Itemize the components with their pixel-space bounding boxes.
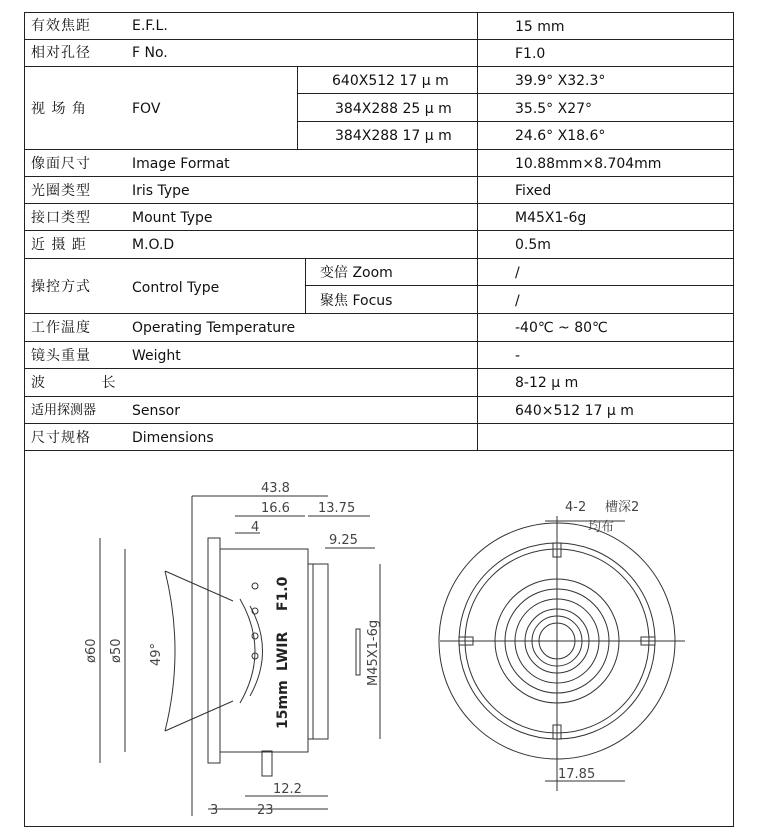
- iris-en: Iris Type: [132, 183, 190, 199]
- focus-value: /: [515, 293, 520, 309]
- dim-c: 4: [251, 520, 260, 535]
- label-fno: F1.0: [275, 576, 291, 611]
- dim-front: 17.85: [558, 767, 596, 782]
- fov-en: FOV: [132, 101, 161, 117]
- fov-sensor-3: 384X288 17 µ m: [335, 128, 452, 144]
- note-count: 4-2: [565, 500, 587, 515]
- temp-en: Operating Temperature: [132, 320, 296, 336]
- dim-a: 16.6: [261, 501, 290, 516]
- weight-value: -: [515, 348, 521, 364]
- sensor-cn: 适用探测器: [31, 403, 97, 418]
- label-type: LWIR: [275, 631, 291, 671]
- fov-cn: 视 场 角: [31, 101, 87, 117]
- dim-bottom-b: 23: [257, 803, 274, 818]
- fno-value: F1.0: [515, 46, 546, 62]
- dim-thread: M45X1-6g: [366, 619, 381, 686]
- dimension-drawing: [25, 451, 733, 827]
- weight-cn: 镜头重量: [31, 348, 91, 364]
- fov-value-3: 24.6° X18.6°: [515, 128, 606, 144]
- fov-value-2: 35.5° X27°: [515, 101, 593, 117]
- fov-sensor-1: 640X512 17 µ m: [332, 73, 449, 89]
- fno-cn: 相对孔径: [31, 45, 91, 61]
- mod-en: M.O.D: [132, 237, 175, 253]
- fno-en: F No.: [132, 45, 168, 61]
- zoom-label: 变倍 Zoom: [320, 265, 393, 281]
- efl-cn: 有效焦距: [31, 18, 91, 34]
- fov-value-1: 39.9° X32.3°: [515, 73, 606, 89]
- efl-value: 15 mm: [515, 19, 565, 35]
- note-even: 均布: [588, 520, 615, 535]
- dimensions-cn: 尺寸规格: [31, 430, 91, 446]
- wavelength-value: 8-12 µ m: [515, 375, 579, 391]
- efl-en: E.F.L.: [132, 18, 168, 34]
- control-cn: 操控方式: [31, 279, 91, 295]
- sensor-en: Sensor: [132, 403, 180, 419]
- sensor-value: 640×512 17 µ m: [515, 403, 634, 419]
- mount-value: M45X1-6g: [515, 210, 587, 226]
- temp-value: -40℃ ~ 80℃: [515, 320, 608, 336]
- dim-b: 13.75: [318, 501, 356, 516]
- dim-angle: 49°: [149, 642, 164, 666]
- weight-en: Weight: [132, 348, 181, 364]
- image-format-value: 10.88mm×8.704mm: [515, 156, 662, 172]
- image-format-cn: 像面尺寸: [31, 156, 91, 172]
- iris-value: Fixed: [515, 183, 552, 199]
- dim-bottom-a: 12.2: [273, 782, 302, 797]
- dimensions-en: Dimensions: [132, 430, 214, 446]
- mod-value: 0.5m: [515, 237, 551, 253]
- dim-bottom-c: 3: [210, 803, 219, 818]
- dim-inner-diameter: ø50: [109, 638, 124, 663]
- focus-label: 聚焦 Focus: [320, 293, 393, 309]
- zoom-value: /: [515, 265, 520, 281]
- wavelength-cn: 波 长: [31, 375, 142, 391]
- mount-cn: 接口类型: [31, 210, 91, 226]
- fov-sensor-2: 384X288 25 µ m: [335, 101, 452, 117]
- mod-cn: 近 摄 距: [31, 237, 87, 253]
- iris-cn: 光圈类型: [31, 183, 91, 199]
- temp-cn: 工作温度: [31, 320, 91, 336]
- dim-total-length: 43.8: [261, 481, 290, 496]
- dim-d: 9.25: [329, 533, 358, 548]
- spec-sheet: [24, 12, 734, 827]
- image-format-en: Image Format: [132, 156, 230, 172]
- mount-en: Mount Type: [132, 210, 213, 226]
- control-en: Control Type: [132, 280, 220, 296]
- label-focal: 15mm: [275, 680, 291, 729]
- dim-outer-diameter: ø60: [84, 638, 99, 663]
- lens-front-view: [439, 516, 685, 791]
- note-depth: 槽深2: [605, 500, 640, 515]
